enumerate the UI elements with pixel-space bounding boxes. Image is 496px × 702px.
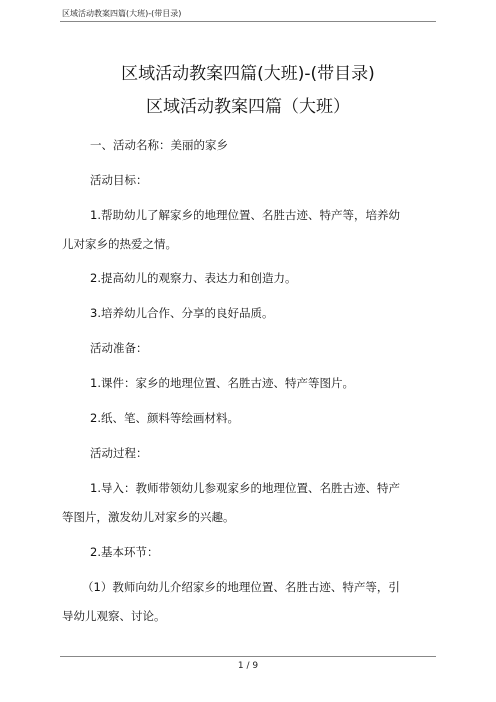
preparation-2: 2.纸、笔、颜料等绘画材料。 <box>90 411 239 425</box>
process-1-cont: 等图片，激发幼儿对家乡的兴趣。 <box>62 510 235 524</box>
objective-1-cont: 儿对家乡的热爱之情。 <box>62 237 177 251</box>
process-heading: 活动过程： <box>90 446 148 460</box>
page-number: 1 / 9 <box>237 661 259 671</box>
document-subtitle: 区域活动教案四篇（大班） <box>146 97 350 117</box>
document-title: 区域活动教案四篇(大班)-(带目录) <box>121 64 375 84</box>
preparation-1: 1.课件：家乡的地理位置、名胜古迹、特产等图片。 <box>90 376 354 390</box>
running-header: 区域活动教案四篇(大班)-(带目录) <box>62 9 182 18</box>
preparation-heading: 活动准备： <box>90 341 148 355</box>
process-2: 2.基本环节： <box>90 545 159 559</box>
activity-name: 一、活动名称：美丽的家乡 <box>90 138 228 152</box>
objective-1: 1.帮助幼儿了解家乡的地理位置、名胜古迹、特产等，培养幼 <box>90 208 400 222</box>
footer-divider <box>60 656 436 657</box>
header-divider <box>60 21 436 22</box>
process-2-1-cont: 导幼儿观察、讨论。 <box>62 609 166 623</box>
process-2-1: （1）教师向幼儿介绍家乡的地理位置、名胜古迹、特产等，引 <box>82 580 400 594</box>
objective-2: 2.提高幼儿的观察力、表达力和创造力。 <box>90 271 297 285</box>
objective-3: 3.培养幼儿合作、分享的良好品质。 <box>90 306 274 320</box>
objectives-heading: 活动目标： <box>90 173 148 187</box>
process-1: 1.导入：教师带领幼儿参观家乡的地理位置、名胜古迹、特产 <box>90 481 400 495</box>
